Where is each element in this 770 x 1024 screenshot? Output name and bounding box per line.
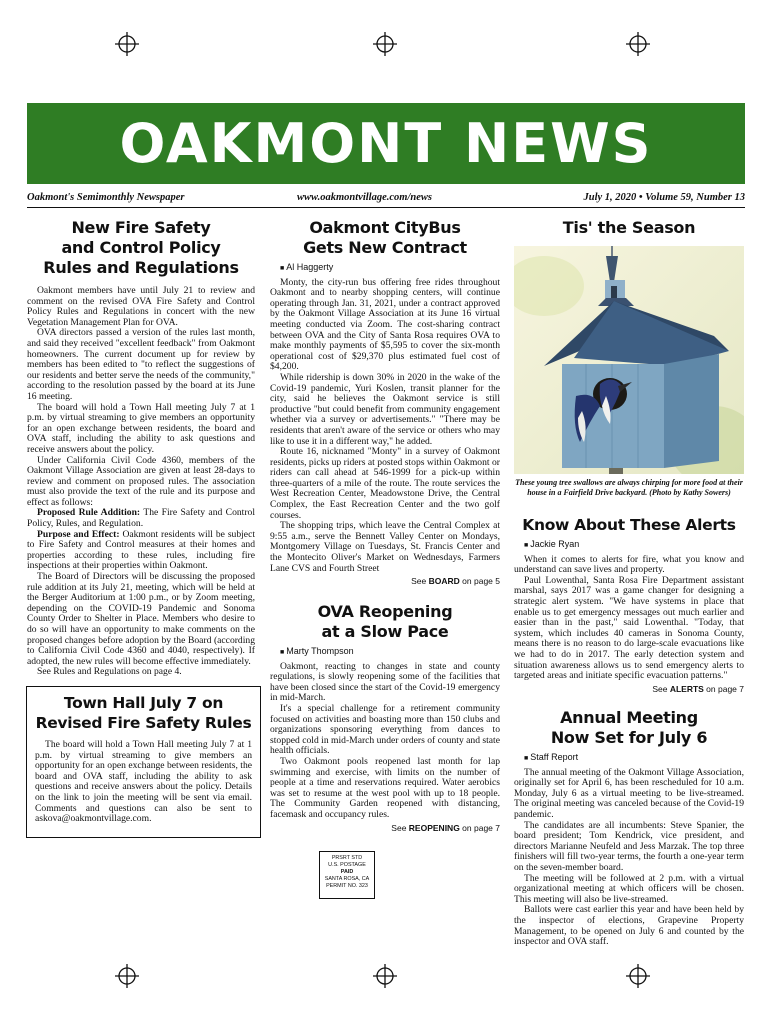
paragraph: Purpose and Effect: Oakmont residents will be subject to Fire Safety and Control measures at their homes and properties according to these rules, including fire inspections at their properties within Oakmont.: [27, 528, 255, 572]
byline: ■ Staff Report: [514, 752, 744, 765]
masthead-title: OAKMONT NEWS: [119, 111, 653, 175]
byline: ■ Jackie Ryan: [514, 539, 744, 552]
season-headline: Tis' the Season: [562, 218, 696, 237]
paragraph: It's a special challenge for a retirement community focused on activities and boasting more than 150 clubs and organizations sponsoring everything from dances to stopped cold in mid-March under orders of county and state health officials.: [270, 702, 500, 757]
alerts-headline: Know About These Alerts: [522, 516, 736, 534]
fire-safety-article: [27, 218, 255, 678]
jump-link-alerts[interactable]: See ALERTS on page 7: [652, 683, 744, 694]
paragraph: Monty, the city-run bus offering free rides throughout Oakmont and to nearby shopping centers, will continue operating through Jan. 31, 2021, under a contract approved by the Oakmont Village Association at its June 16 virtual meeting conducted via Zoom. The cost-sharing contract between OVA and the City of Santa Rosa requires OVA to make monthly payments of $5,595 to cover the six-month operational cost of $29,370 plus estimated fuel cost of $4,200.: [270, 276, 500, 373]
dateline-tagline: Oakmont's Semimonthly Newspaper: [27, 192, 185, 203]
byline: ■ Marty Thompson: [270, 646, 500, 659]
birdhouse-illustration: [514, 246, 744, 474]
birdhouse-photo: [514, 246, 744, 474]
paragraph: While ridership is down 30% in 2020 in the wake of the Covid-19 pandemic, Yuri Koslen, transit planner for the city, said he believes the Oakmont service is still productive "but could benefit from community engagement whether via a survey or advertisements." "There may be residents that aren't aware of the service or others who may like to use it in a different way," he added.: [270, 371, 500, 447]
paragraph: The candidates are all incumbents: Steve Spanier, the board president; Tom Kendrick, vice president, and directors Marianne Neufeld and Jess Marzak. The top three finishers will fill two-year terms, the fourth a one-year term on the seven-member board.: [514, 819, 744, 873]
ova-reopening-article: [270, 602, 500, 833]
paragraph: Proposed Rule Addition: The Fire Safety and Control Policy, Rules, and Regulation.: [27, 507, 256, 530]
citybus-headline: Oakmont CityBus Gets New Contract: [303, 218, 467, 257]
paragraph: The shopping trips, which leave the Central Complex at 9:55 a.m., serve the Bennett Valley Center on Mondays, Montgomery Village on Tuesdays, St. Francis Center and the Montecito Oliver's Market on Wednesdays, Farmers Lane CVS and Fourth Street: [270, 520, 500, 574]
dateline-rule: [27, 207, 745, 208]
registration-mark-icon: [373, 964, 397, 988]
byline: ■ Al Haggerty: [270, 262, 500, 275]
registration-mark-icon: [626, 32, 650, 56]
registration-mark-icon: [115, 964, 139, 988]
paragraph: The Board of Directors will be discussing the proposed rule addition at its July 21, meeting, which will be held at the Berger Auditorium at 1:00 p.m., or by Zoom meeting, depending on the COVID-19 Pandemic and Sonoma County Order to Shelter in Place. Members who desire to do so will have an opportunity to make comments on the proposed changes before adoption by the Board (according to California Civil Code 4360 and 4040, respectively). If adopted, the new rules will become effective immediately.: [27, 571, 255, 667]
registration-mark-icon: [115, 32, 139, 56]
fire-safety-headline: New Fire Safety and Control Policy Rules and Regulations: [43, 218, 239, 277]
dateline: [27, 192, 745, 204]
paragraph: Two Oakmont pools reopened last month for lap swimming and exercise, with limits on the number of people at a time and reservations required. Water aerobics was set to resume at the west pool with up to 18 people. The Community Garden reopened with distancing, facemask and occupancy rules.: [270, 755, 500, 820]
town-hall-headline: Town Hall July 7 on Revised Fire Safety Rules: [35, 694, 252, 732]
paragraph: See Rules and Regulations on page 4.: [37, 666, 182, 678]
paragraph: The annual meeting of the Oakmont Village Association, originally set for April 6, has been rescheduled for 10 a.m. Monday, July 6 as a virtual meeting to be live-streamed. The original meeting was canceled because of the Covid-19 pandemic.: [514, 766, 744, 820]
dateline-issue: July 1, 2020 • Volume 59, Number 13: [583, 192, 745, 203]
jump-link-board[interactable]: See BOARD on page 5: [411, 576, 500, 587]
paragraph: Route 16, nicknamed "Monty" in a survey of Oakmont residents, picks up riders at posted stops within Oakmont or riders can call ahead at 546-1999 for a pick-up within three-quarters of a mile of the route. The route services the West Recreation Center, Meadowstone Drive, the Central Complex, the East Recreation Center and the two golf courses.: [270, 446, 500, 521]
paragraph: When it comes to alerts for fire, what you know and understand can save lives and property.: [514, 553, 744, 576]
registration-mark-icon: [373, 32, 397, 56]
annual-meeting-headline: Annual Meeting Now Set for July 6: [550, 708, 708, 747]
paragraph: Oakmont, reacting to changes in state and county regulations, is slowly reopening some of the facilities that have been closed since the start of the Covid-19 emergency in mid-March.: [270, 660, 500, 704]
paragraph: The board will hold a Town Hall meeting July 7 at 1 p.m. by virtual streaming to give members an opportunity for an open exchange between residents, the board and OVA staff, including the ability to ask questions and receive answers about the policy. Details on the link to join the meeting will be sent via email. Comments and questions can also be sent to askova@oakmontvillage.com.: [35, 739, 252, 825]
paragraph: Under California Civil Code 4360, members of the Oakmont Village Association are given at least 28-days to review and comment on proposed rules. The association must also provide the text of the rule and its purpose and effect as follows:: [27, 454, 255, 508]
postage-permit: PRSRT STD U.S. POSTAGE PAID SANTA ROSA, CA PERMIT NO. 323: [319, 851, 375, 899]
paragraph: The meeting will be followed at 2 p.m. with a virtual organizational meeting at which officers will be chosen. This meeting will also be live-streamed.: [514, 872, 744, 905]
alerts-article: [514, 515, 744, 694]
annual-meeting-article: [514, 708, 744, 948]
paragraph: Paul Lowenthal, Santa Rosa Fire Department assistant marshal, says 2017 was a game changer for designing a strategic alert system. "We have systems in place that enable us to get emergency messages out much earlier and easier than in the past," said Lowenthal. "Today, that system, which includes 40 cameras in Sonoma County, means there is no reason to do large-scale evacuations like we had to do in 2017. The early detection system and situation awareness allows us to send emergency alerts to targeted areas and initiate specific evacuation patterns.": [514, 574, 744, 682]
ova-reopening-headline: OVA Reopening at a Slow Pace: [317, 602, 453, 641]
masthead: [27, 103, 745, 184]
paragraph: Oakmont members have until July 21 to review and comment on the revised OVA Fire Safety and Control Policy Rules and Regulations in concert with the new Vegetation Management Plan for OVA.: [27, 285, 255, 328]
town-hall-box: [26, 686, 261, 838]
jump-link-reopening[interactable]: See REOPENING on page 7: [391, 822, 500, 833]
dateline-url[interactable]: www.oakmontvillage.com/news: [297, 192, 432, 203]
paragraph: Ballots were cast earlier this year and have been held by the inspector of elections, Grapevine Property Management, to be opened on July 6 and counted by the inspector and OVA staff.: [514, 904, 744, 948]
paragraph: OVA directors passed a version of the rules last month, and said they received "excellent feedback" from Oakmont homeowners. The current document up for review by members has been edited to "to reflect the suggestions of our residents and better serve the needs of the community," according to the resolution passed by the board at its June 16 meeting.: [27, 327, 255, 402]
paragraph: The board will hold a Town Hall meeting July 7 at 1 p.m. by virtual streaming to give members an opportunity for an open exchange between residents, the board and OVA staff, including the ability to ask questions and receive answers about the policy.: [27, 401, 255, 455]
citybus-article: [270, 218, 500, 587]
registration-mark-icon: [626, 964, 650, 988]
photo-caption: These young tree swallows are always chirping for more food at their house in a Fairfield Drive backyard. (Photo by Kathy Sowers): [515, 478, 743, 497]
